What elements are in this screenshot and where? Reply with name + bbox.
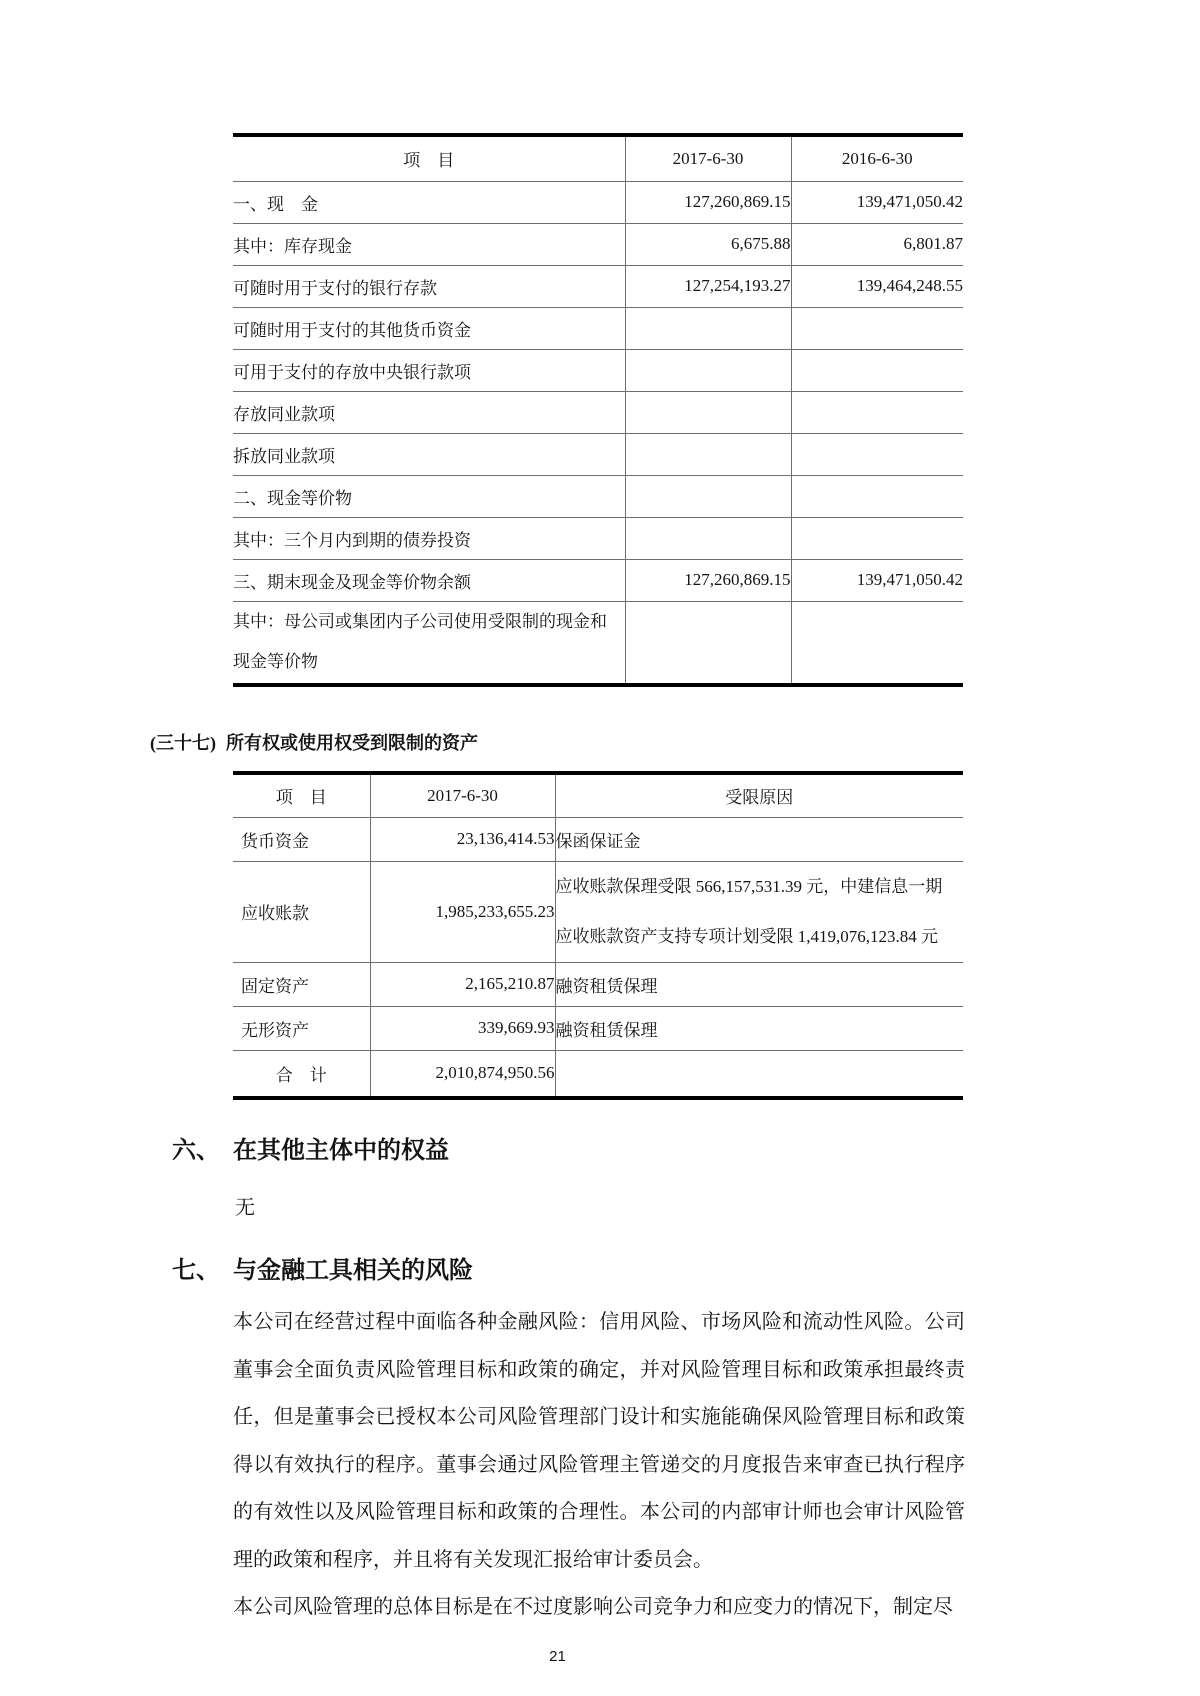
cell-2017 bbox=[625, 433, 791, 475]
section-title: 在其他主体中的权益 bbox=[233, 1137, 449, 1164]
table-row bbox=[233, 265, 963, 307]
cell-2017: 127,260,869.15 bbox=[625, 181, 791, 223]
cell-reason bbox=[555, 1050, 963, 1098]
cell-item: 一、现 金 bbox=[233, 181, 625, 223]
cell-item: 其中：母公司或集团内子公司使用受限制的现金和现金等价物 bbox=[233, 612, 607, 672]
cell-2016 bbox=[791, 307, 963, 349]
table-row bbox=[233, 601, 963, 685]
table-header-row bbox=[233, 773, 963, 817]
cell-2016 bbox=[791, 475, 963, 517]
table-row bbox=[233, 181, 963, 223]
cell-reason: 融资租赁保理 bbox=[555, 1006, 963, 1050]
cell-2016 bbox=[791, 601, 963, 685]
page-number: 21 bbox=[549, 1647, 566, 1665]
cell-item: 无形资产 bbox=[233, 1006, 370, 1050]
cell-2016: 6,801.87 bbox=[791, 223, 963, 265]
section-number: 六、 bbox=[172, 1137, 220, 1164]
cell-2016: 139,471,050.42 bbox=[791, 559, 963, 601]
column-header-item: 项 目 bbox=[233, 773, 370, 817]
risk-paragraph-1: 本公司在经营过程中面临各种金融风险：信用风险、市场风险和流动性风险。公司董事会全面负责风险管理目标和政策的确定，并对风险管理目标和政策承担最终责任，但是董事会已授权本公司风险管理部门设计和实施能确保风险管理目标和政策得以有效执行的程序。董事会通过风险管理主管递交的月度报告来审查已执行程序的有效性以及风险管理目标和政策的合理性。本公司的内部审计师也会审计风险管理的政策和程序，并且将有关发现汇报给审计委员会。 bbox=[233, 1311, 965, 1571]
cell-2017 bbox=[625, 601, 791, 685]
cell-item: 货币资金 bbox=[233, 817, 370, 861]
column-header-2017: 2017-6-30 bbox=[625, 135, 791, 181]
reason-line-1: 应收账款保理受限 566,157,531.39 元，中建信息一期 bbox=[555, 876, 943, 896]
reason-line-2: 应收账款资产支持专项计划受限 1,419,076,123.84 元 bbox=[555, 926, 938, 946]
cell-item: 固定资产 bbox=[233, 962, 370, 1006]
restricted-assets-heading bbox=[150, 729, 1200, 755]
column-header-2016: 2016-6-30 bbox=[791, 135, 963, 181]
cell-amount: 2,010,874,950.56 bbox=[370, 1050, 555, 1098]
risk-paragraph-2: 本公司风险管理的总体目标是在不过度影响公司竞争力和应变力的情况下，制定尽 bbox=[233, 1596, 953, 1618]
cell-amount: 339,669.93 bbox=[370, 1006, 555, 1050]
column-header-item: 项 目 bbox=[233, 135, 625, 181]
table-row bbox=[233, 559, 963, 601]
table-row bbox=[233, 349, 963, 391]
table-row bbox=[233, 962, 963, 1006]
cell-2017: 6,675.88 bbox=[625, 223, 791, 265]
table-row bbox=[233, 475, 963, 517]
section-title: 所有权或使用权受到限制的资产 bbox=[226, 733, 478, 753]
cell-2017: 127,260,869.15 bbox=[625, 559, 791, 601]
section-seven-heading bbox=[172, 1250, 1200, 1285]
table-row bbox=[233, 433, 963, 475]
cell-reason bbox=[555, 861, 963, 962]
section-number: 七、 bbox=[172, 1257, 220, 1284]
section-label: (三十七) bbox=[150, 733, 216, 753]
restricted-assets-table bbox=[233, 771, 963, 1100]
cell-2017 bbox=[625, 391, 791, 433]
cell-2017 bbox=[625, 307, 791, 349]
table-row bbox=[233, 1006, 963, 1050]
cell-2017 bbox=[625, 475, 791, 517]
column-header-2017: 2017-6-30 bbox=[370, 773, 555, 817]
cell-2016 bbox=[791, 517, 963, 559]
table-row bbox=[233, 391, 963, 433]
cell-item: 合 计 bbox=[275, 1065, 327, 1085]
cell-item: 可随时用于支付的银行存款 bbox=[233, 265, 625, 307]
cell-2016 bbox=[791, 349, 963, 391]
cell-2017 bbox=[625, 349, 791, 391]
section-six-body: 无 bbox=[235, 1197, 255, 1219]
cell-item: 可用于支付的存放中央银行款项 bbox=[233, 349, 625, 391]
table-header-row bbox=[233, 135, 963, 181]
cell-2016 bbox=[791, 391, 963, 433]
cell-2017 bbox=[625, 517, 791, 559]
cell-2016 bbox=[791, 433, 963, 475]
cell-2016: 139,464,248.55 bbox=[791, 265, 963, 307]
cell-reason: 保函保证金 bbox=[555, 817, 963, 861]
table-row bbox=[233, 307, 963, 349]
cell-item: 其中：库存现金 bbox=[233, 223, 625, 265]
section-six-heading bbox=[172, 1130, 1200, 1165]
cell-item: 二、现金等价物 bbox=[233, 475, 625, 517]
cell-amount: 1,985,233,655.23 bbox=[370, 861, 555, 962]
cell-item: 其中：三个月内到期的债券投资 bbox=[233, 517, 625, 559]
cell-item: 存放同业款项 bbox=[233, 391, 625, 433]
cell-2016: 139,471,050.42 bbox=[791, 181, 963, 223]
cash-equivalents-table bbox=[233, 133, 963, 687]
table-row bbox=[233, 817, 963, 861]
cell-item: 可随时用于支付的其他货币资金 bbox=[233, 307, 625, 349]
table-row bbox=[233, 861, 963, 962]
cell-amount: 2,165,210.87 bbox=[370, 962, 555, 1006]
cell-reason: 融资租赁保理 bbox=[555, 962, 963, 1006]
table-row bbox=[233, 517, 963, 559]
cell-item: 拆放同业款项 bbox=[233, 433, 625, 475]
section-title: 与金融工具相关的风险 bbox=[233, 1257, 473, 1284]
column-header-reason: 受限原因 bbox=[555, 773, 963, 817]
cell-amount: 23,136,414.53 bbox=[370, 817, 555, 861]
table-row bbox=[233, 223, 963, 265]
cell-2017: 127,254,193.27 bbox=[625, 265, 791, 307]
cell-item: 应收账款 bbox=[233, 861, 370, 962]
table-total-row bbox=[233, 1050, 963, 1098]
cell-item: 三、期末现金及现金等价物余额 bbox=[233, 559, 625, 601]
